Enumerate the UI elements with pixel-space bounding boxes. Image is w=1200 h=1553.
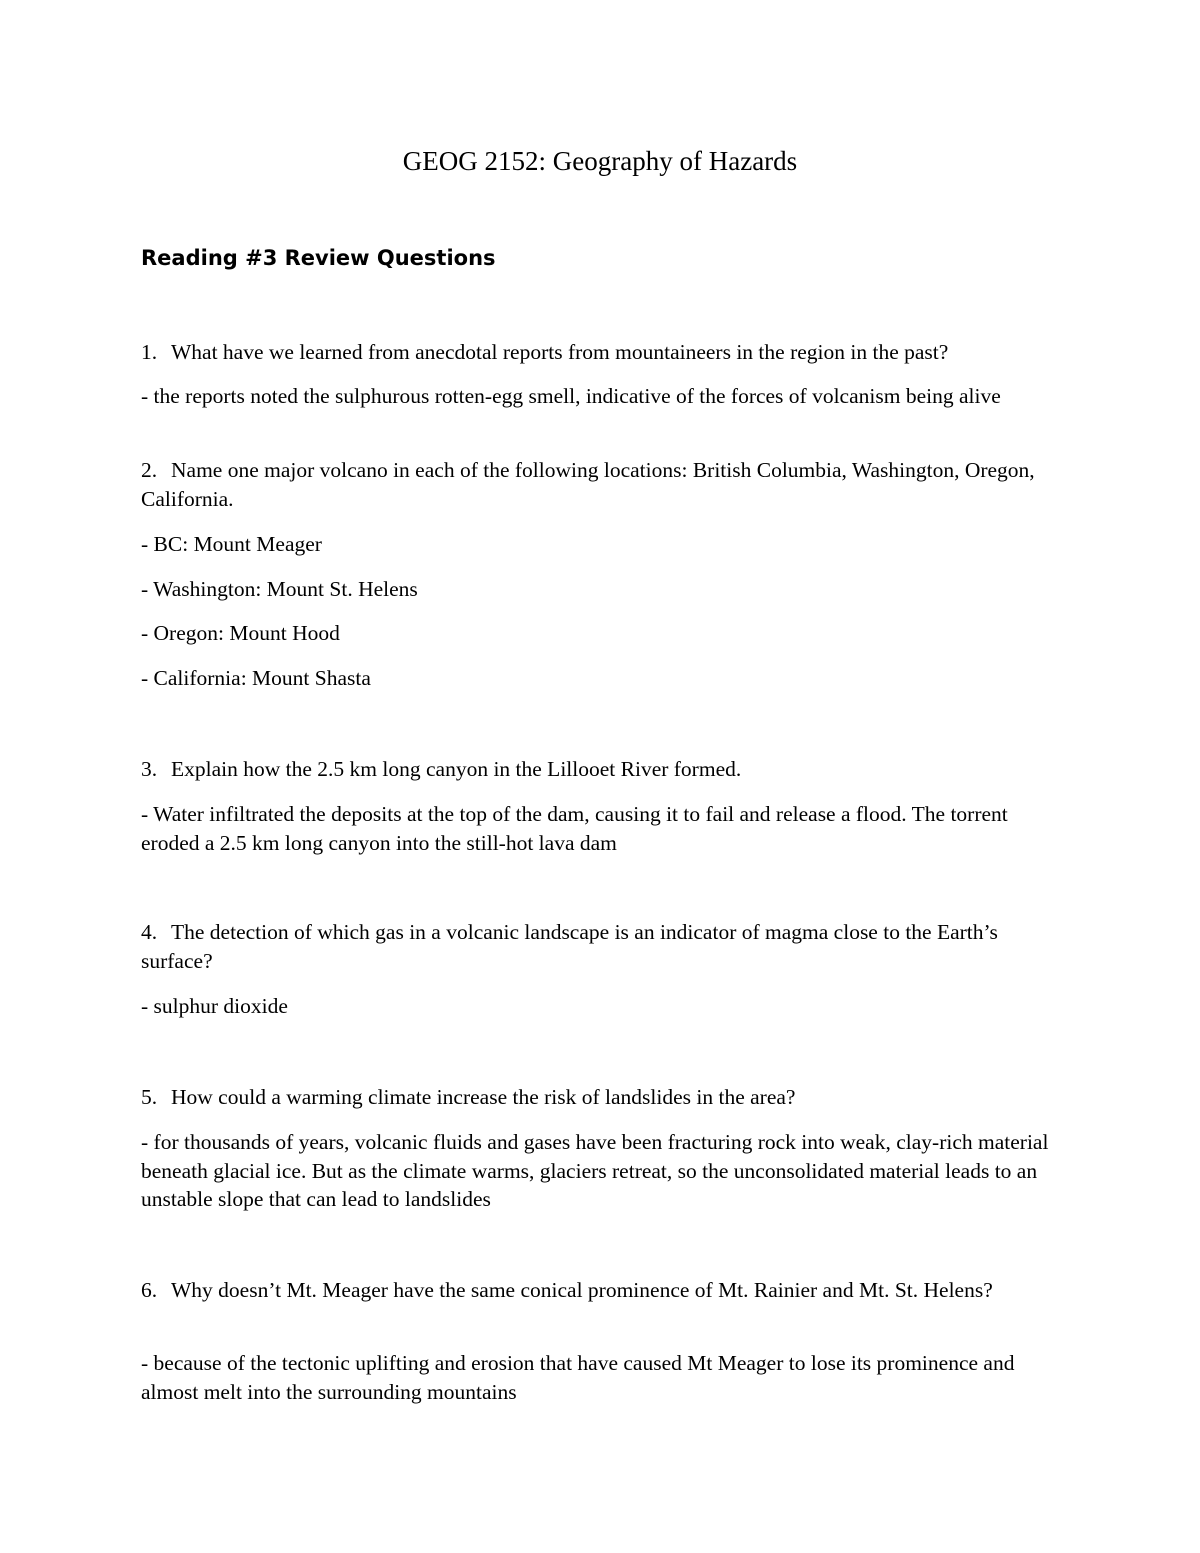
answer-6: - because of the tectonic uplifting and erosion that have caused Mt Meager to lose its prominence and almost melt into the surrounding mountains: [141, 1351, 1015, 1404]
question-4: [141, 918, 1071, 975]
question-5-text: How could a warming climate increase the risk of landslides in the area?: [171, 1085, 796, 1109]
answer-5: - for thousands of years, volcanic fluids and gases have been fracturing rock into weak, clay-rich material beneath glacial ice. But as the climate warms, glaciers retreat, so the unconsolidated material leads to an unstable slope that can lead to landslides: [141, 1130, 1049, 1211]
question-5-number: 5.: [141, 1085, 158, 1109]
question-1: [141, 338, 1071, 367]
answer-2-item: - California: Mount Shasta: [141, 666, 371, 690]
document-title: GEOG 2152: Geography of Hazards: [402, 146, 798, 176]
answer-3: - Water infiltrated the deposits at the top of the dam, causing it to fail and release a flood. The torrent eroded a 2.5 km long canyon into the still-hot lava dam: [141, 802, 1008, 855]
question-1-text: What have we learned from anecdotal reports from mountaineers in the region in the past?: [171, 340, 949, 364]
question-3-number: 3.: [141, 757, 158, 781]
question-2-text: Name one major volcano in each of the following locations: British Columbia, Washington, Oregon, California.: [141, 458, 1035, 511]
answer-2-item: - Washington: Mount St. Helens: [141, 577, 418, 601]
question-4-text: The detection of which gas in a volcanic landscape is an indicator of magma close to the Earth’s surface?: [141, 920, 998, 973]
section-heading: Reading #3 Review Questions: [141, 246, 496, 270]
answer-2-item: - Oregon: Mount Hood: [141, 621, 340, 645]
question-1-number: 1.: [141, 340, 158, 364]
question-3-text: Explain how the 2.5 km long canyon in the Lillooet River formed.: [171, 757, 742, 781]
question-6-number: 6.: [141, 1278, 158, 1302]
question-5: [141, 1083, 1071, 1112]
question-2: [141, 456, 1071, 513]
question-6: [141, 1276, 1071, 1305]
question-4-number: 4.: [141, 920, 158, 944]
answer-4: - sulphur dioxide: [141, 994, 288, 1018]
answer-1: - the reports noted the sulphurous rotten-egg smell, indicative of the forces of volcanism being alive: [141, 384, 1001, 408]
question-3: [141, 755, 1071, 784]
question-2-number: 2.: [141, 458, 158, 482]
question-6-text: Why doesn’t Mt. Meager have the same conical prominence of Mt. Rainier and Mt. St. Helens?: [171, 1278, 993, 1302]
answer-2-item: - BC: Mount Meager: [141, 532, 322, 556]
